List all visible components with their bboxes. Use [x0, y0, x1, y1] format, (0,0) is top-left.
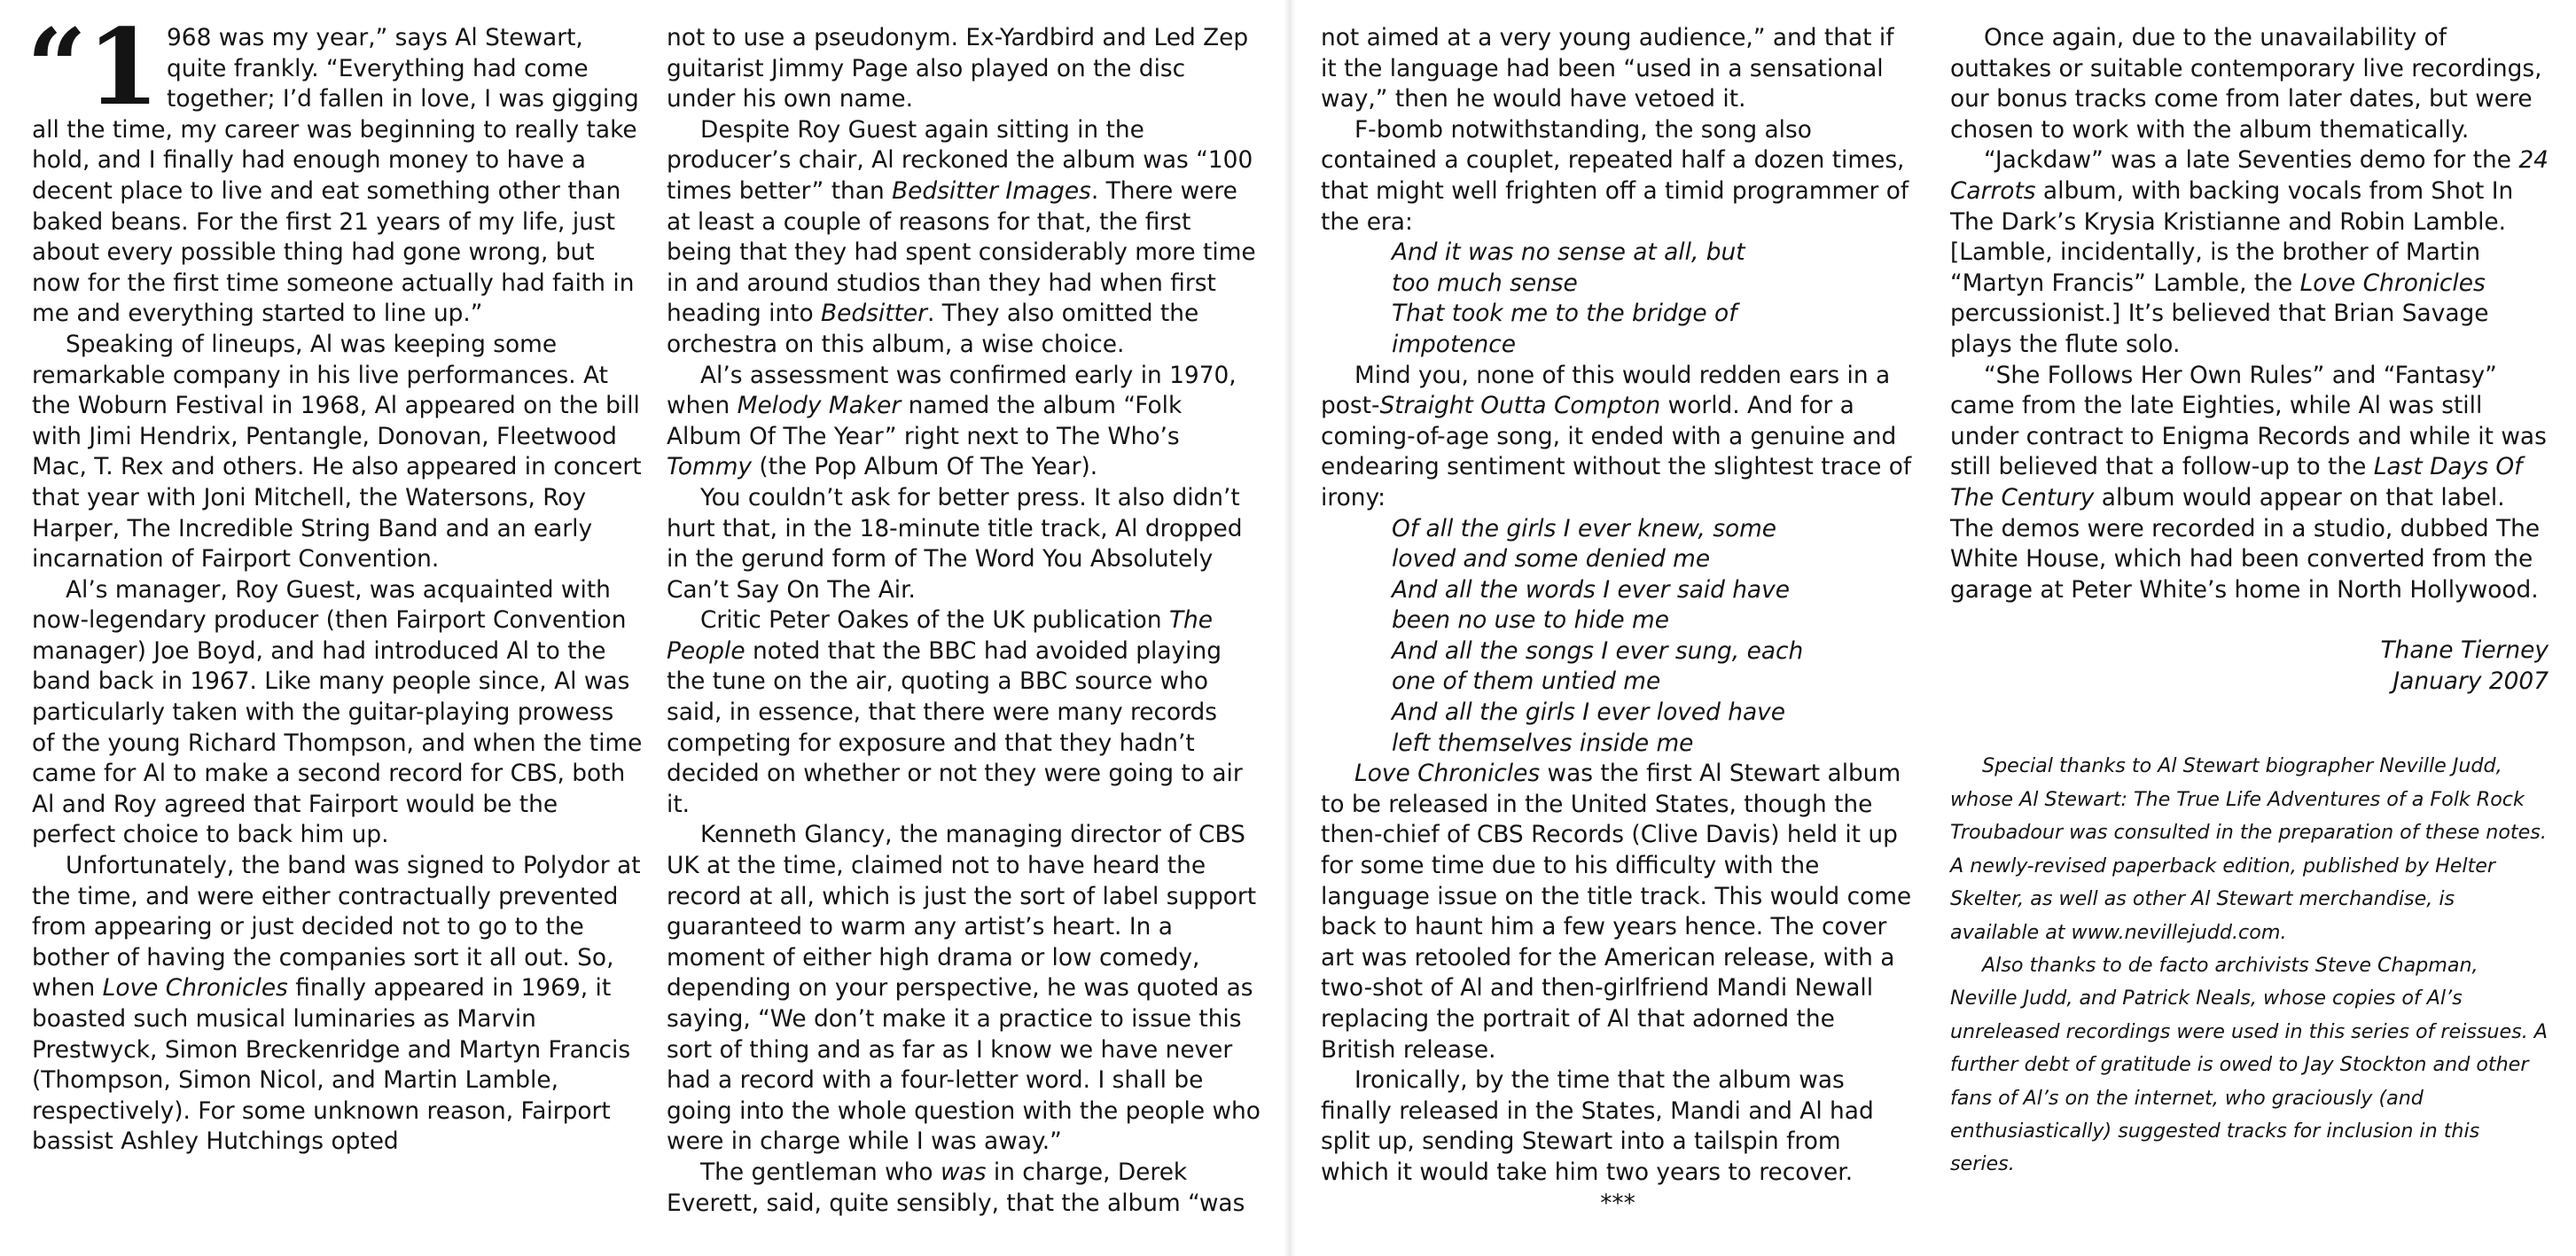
page-fold [1284, 0, 1296, 1256]
column-4 [1950, 23, 2549, 1182]
paragraph: Critic Peter Oakes of the UK publication The People noted that the BBC had avoided playing the tune on the air, quoting a BBC source who said, in essence, that there were many records competing for exposure and that they hadn’t decided on whether or not they were going to air it. [667, 606, 1243, 818]
paragraph: Ironically, by the time that the album was finally released in the States, Mandi and Al had split up, sending Stewart into a tailspin from which it would take him two years to recover. [1321, 1066, 1874, 1186]
lyric-line: And it was no sense at all, but [1392, 238, 1745, 267]
acknowledgements [1950, 750, 2549, 1181]
paragraph-intro: “1 968 was my year,” says Al Stewart, quite frankly. “Everything had come together; I’d fallen in love, I was gigging all the time, my career was beginning to really take hold, and I finally had enough money to have a decent place to live and eat something other than baked beans. For the first 21 years of my life, just about every possible thing had gone wrong, but now for the first time someone actually had faith in me and everything started to line up.” [27, 5, 639, 328]
lyric-line: loved and some denied me [1392, 545, 1711, 573]
paragraph: Unfortunately, the band was signed to Polydor at the time, and were either contractually prevented from appearing or just decided not to go to the bother of having the companies sort it all out. So, when Love Chronicles finally appeared in 1969, it boasted such musical luminaries as Marvin Prestwyck, Simon Breckenridge and Martyn Francis (Thompson, Simon Nicol, and Martin Lamble, respectively). For some unknown reason, Fairport bassist Ashley Hutchings opted [32, 852, 641, 1156]
paragraph: F-bomb notwithstanding, the song also contained a couplet, repeated half a dozen times, that might well frighten off a timid programmer of the era: [1321, 115, 1909, 236]
author-name: Thane Tierney [2380, 636, 2549, 665]
thanks-paragraph: Also thanks to de facto archivists Steve Chapman, Neville Judd, and Patrick Neals, whose copies of Al’s unreleased recordings were used in this series of reissues. A further debt of gratitude is owed to Jay Stockton and other fans of Al’s on the internet, who graciously (and enthusiastically) suggested tracks for inclusion in this series. [1950, 953, 2548, 1176]
paragraph: “Jackdaw” was a late Seventies demo for the 24 Carrots album, with backing vocals from Shot In The Dark’s Krysia Kristianne and Robin Lamble. [Lamble, incidentally, is the brother of Martin “Martyn Francis” Lamble, the Love Chronicles percussionist.] It’s believed that Brian Savage plays the flute solo. [1950, 146, 2549, 358]
paragraph: Mind you, none of this would redden ears in a post-Straight Outta Compton world. And for a coming-of-age song, it ended with a genuine and endearing sentiment without the slightest trace of irony: [1321, 361, 1912, 511]
thanks-paragraph: Special thanks to Al Stewart biographer Neville Judd, whose Al Stewart: The True Life Adventures of a Folk Rock Troubadour was consulted in the preparation of these notes. A newly-revised paperback edition, published by Helter Skelter, as well as other Al Stewart merchandise, is available at www.nevillejudd.com. [1950, 754, 2547, 944]
lyric-line: one of them untied me [1392, 667, 1661, 696]
lyric-line: left themselves inside me [1392, 729, 1694, 757]
paragraph: not to use a pseudonym. Ex-Yardbird and Led Zep guitarist Jimmy Page also played on the disc under his own name. [667, 24, 1249, 113]
column-3 [1321, 23, 1915, 1219]
lyric-line: And all the songs I ever sung, each [1392, 636, 1804, 665]
paragraph: Al’s manager, Roy Guest, was acquainted with now-legendary producer (then Fairport Convention manager) Joe Boyd, and had introduced Al to the band back in 1967. Like many people since, Al was particularly taken with the guitar-playing prowess of the young Richard Thompson, and when the time came for Al to make a second record for CBS, both Al and Roy agreed that Fairport would be the perfect choice to back him up. [32, 575, 643, 849]
drop-cap: “1 [27, 5, 160, 129]
signature-date: January 2007 [2393, 667, 2549, 695]
lyric-quote [1392, 514, 1915, 760]
lyric-quote [1392, 238, 1915, 360]
column-1 [27, 5, 644, 1158]
column-2 [667, 23, 1261, 1219]
signature-block [1950, 636, 2549, 697]
lyric-line: impotence [1392, 330, 1516, 358]
lyric-line: And all the girls I ever loved have [1392, 698, 1785, 727]
paragraph: Once again, due to the unavailability of outtakes or suitable contemporary live recordings, our bonus tracks come from later dates, but were chosen to work with the album thematically. [1950, 24, 2542, 144]
paragraph: You couldn’t ask for better press. It also didn’t hurt that, in the 18-minute title track, Al dropped in the gerund form of The Word You Absolutely Can’t Say On The Air. [667, 483, 1243, 604]
lyric-line: been no use to hide me [1392, 606, 1669, 635]
lyric-line: That took me to the bridge of [1392, 300, 1737, 328]
lyric-line: And all the words I ever said have [1392, 575, 1790, 604]
section-break: *** [1600, 1189, 1635, 1217]
paragraph: The gentleman who was in charge, Derek Everett, said, quite sensibly, that the album “was [667, 1158, 1245, 1217]
paragraph: Al’s assessment was confirmed early in 1970, when Melody Maker named the album “Folk Album Of The Year” right next to The Who’s Tommy (the Pop Album Of The Year). [667, 361, 1237, 481]
paragraph: “She Follows Her Own Rules” and “Fantasy” came from the late Eighties, while Al was still under contract to Enigma Records and while it was still believed that a follow-up to the Last Days Of The Century album would appear on that label. The demos were recorded in a studio, dubbed The White House, which had been converted from the garage at Peter White’s home in North Hollywood. [1950, 361, 2547, 604]
paragraph: Despite Roy Guest again sitting in the producer’s chair, Al reckoned the album was “100 times better” than Bedsitter Images. There were at least a couple of reasons for that, the first being that they had spent considerably more time in and around studios than they had when first heading into Bedsitter. They also omitted the orchestra on this album, a wise choice. [667, 115, 1256, 358]
paragraph: not aimed at a very young audience,” and that if it the language had been “used in a sensational way,” then he would have vetoed it. [1321, 24, 1894, 113]
paragraph: Kenneth Glancy, the managing director of CBS UK at the time, claimed not to have heard the record at all, which is just the sort of label support guaranteed to warm any artist’s heart. In a moment of either high drama or low comedy, depending on your perspective, he was quoted as saying, “We don’t make it a practice to issue this sort of thing and as far as I know we have never had a record with a four-letter word. I shall be going into the whole question with the people who were in charge while I was away.” [667, 821, 1261, 1156]
paragraph: Speaking of lineups, Al was keeping some remarkable company in his live performances. At the Woburn Festival in 1968, Al appeared on the bill with Jimi Hendrix, Pentangle, Donovan, Fleetwood Mac, T. Rex and others. He also appeared in concert that year with Joni Mitchell, the Watersons, Roy Harper, The Incredible String Band and an early incarnation of Fairport Convention. [32, 330, 642, 573]
lyric-line: too much sense [1392, 269, 1578, 297]
paragraph: Love Chronicles was the first Al Stewart album to be released in the United States, though the then-chief of CBS Records (Clive Davis) held it up for some time due to his difficulty with the language issue on the title track. This would come back to haunt him a few years hence. The cover art was retooled for the American release, with a two-shot of Al and then-girlfriend Mandi Newall replacing the portrait of Al that adorned the British release. [1321, 760, 1912, 1064]
lyric-line: Of all the girls I ever knew, some [1392, 514, 1777, 542]
